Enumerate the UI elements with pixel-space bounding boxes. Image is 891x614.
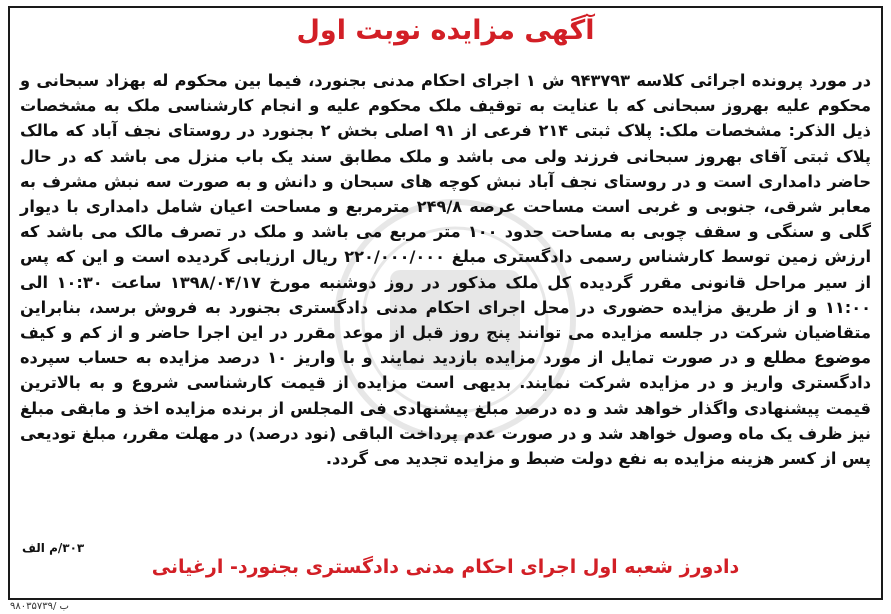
reference-code: ۳۰۳/م الف (22, 541, 85, 555)
notice-body: در مورد پرونده اجرائی کلاسه ۹۴۳۷۹۳ ش ۱ اجرای احکام مدنی بجنورد، فیما بین محکوم له بهزاد سبحانی و محکوم علیه بهروز سبحانی که با عنایت به توقیف ملک محکوم علیه و انجام کارشناسی ملک به مشخصات ذیل الذکر: مشخصات ملک: پلاک ثبتی ۲۱۴ فرعی از ۹۱ اصلی بخش ۲ بجنورد در روستای نجف آباد که مالک پلاک ثبتی آقای بهروز سبحانی فرزند ولی می باشد و ملک مطابق سند یک باب منزل می باشد که در حال حاضر دامداری است و در روستای نجف آباد نبش کوچه های سبحان و دانش و به صورت سه نبش مشرف به معابر شرقی، جنوبی و غربی است مساحت عرصه ۲۴۹/۸ مترمربع و مساحت اعیان شامل دامداری با دیوار گلی و سنگی و سقف چوبی به مساحت حدود ۱۰۰ متر مربع می باشد و ملک در تصرف مالک می باشد که ارزش زمین توسط کارشناس رسمی دادگستری مبلغ ۲۲۰/۰۰۰/۰۰۰ ریال ارزیابی گردیده است و این که پس از سیر مراحل قانونی مقرر گردیده کل ملک مذکور در روز دوشنبه مورخ ۱۳۹۸/۰۴/۱۷ ساعت ۱۰:۳۰ الی ۱۱:۰۰ و از طریق مزایده حضوری در محل اجرای احکام مدنی دادگستری بجنورد به فروش برسد، بنابراین متقاضیان شرکت در جلسه مزایده می توانند پنج روز قبل از موعد مقرر در این اجرا حاضر و از کم و کیف موضوع مطلع و در صورت تمایل از مورد مزایده بازدید نمایند و با واریز ۱۰ درصد مزایده به حساب سپرده دادگستری واریز و در مزایده شرکت نمایند. بدیهی است مزایده از قیمت کارشناسی شروع و به بالاترین قیمت پیشنهادی واگذار خواهد شد و ده درصد مبلغ پیشنهادی فی المجلس از برنده مزایده اخذ و مابقی مبلغ نیز ظرف یک ماه وصول خواهد شد و در صورت عدم پرداخت الباقی (نود درصد) در مهلت مقرر، مبلغ تودیعی پس از کسر هزینه مزایده به نفع دولت ضبط و مزایده تجدید می گردد. (20, 71, 872, 469)
notice-title: آگهی مزایده نوبت اول (296, 15, 595, 46)
signature-line: دادورز شعبه اول اجرای احکام مدنی دادگستری بجنورد- ارغیانی (151, 556, 740, 578)
ad-id-number: ۹۸۰۳۵۷۳۹/ ب (10, 601, 69, 612)
